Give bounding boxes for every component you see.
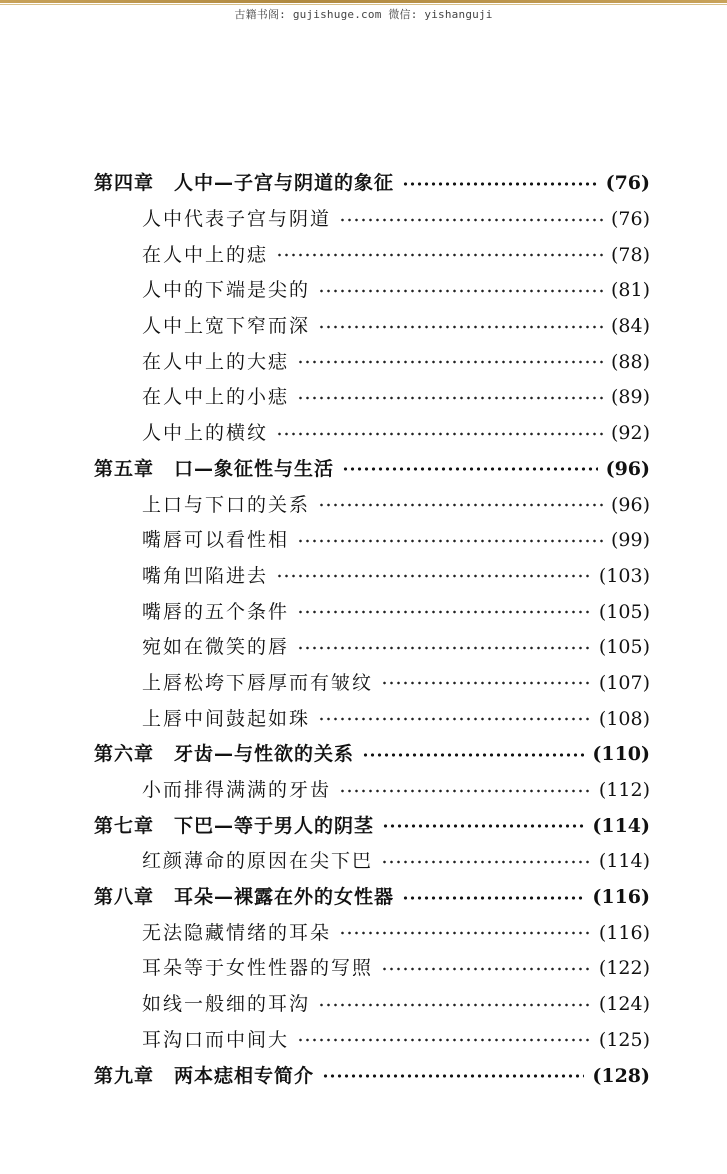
toc-entry-title: 嘴角凹陷进去 — [142, 564, 269, 587]
toc-entry-title: 耳沟口而中间大 — [142, 1028, 290, 1051]
toc-section-entry — [94, 523, 650, 559]
dot-leader — [276, 574, 591, 578]
toc-entry-page-number: (122) — [598, 957, 650, 980]
toc-entry-title: 嘴唇可以看性相 — [142, 529, 290, 552]
dot-leader — [318, 325, 603, 329]
toc-entry-page-number: (92) — [610, 422, 650, 445]
watermark: 古籍书阁: gujishuge.com 微信: yishanguji — [234, 8, 493, 21]
toc-entry-title: 上唇中间鼓起如珠 — [142, 707, 311, 730]
toc-section-entry — [94, 915, 650, 951]
toc-entry-title: 人中上宽下窄而深 — [142, 315, 311, 338]
toc-section-entry — [94, 559, 650, 595]
dot-leader — [339, 218, 603, 222]
dot-leader — [381, 967, 591, 971]
dot-leader — [318, 503, 603, 507]
toc-entry-title: 第八章 耳朵—裸露在外的女性器 — [94, 886, 395, 909]
toc-section-entry — [94, 237, 650, 273]
toc-section-entry — [94, 487, 650, 523]
toc-entry-title: 第四章 人中—子宫与阴道的象征 — [94, 172, 395, 195]
dot-leader — [297, 610, 591, 614]
toc-entry-page-number: (116) — [592, 886, 650, 909]
dot-leader — [297, 396, 603, 400]
top-border — [0, 0, 727, 3]
toc-section-entry — [94, 594, 650, 630]
toc-chapter-entry — [94, 880, 650, 916]
toc-entry-page-number: (96) — [610, 493, 650, 516]
toc-entry-page-number: (114) — [598, 850, 650, 873]
toc-section-entry — [94, 416, 650, 452]
dot-leader — [297, 1038, 591, 1042]
dot-leader — [382, 824, 584, 828]
dot-leader — [297, 539, 603, 543]
toc-entry-page-number: (105) — [598, 600, 650, 623]
toc-entry-page-number: (125) — [598, 1028, 650, 1051]
table-of-contents — [94, 166, 650, 1094]
toc-section-entry — [94, 701, 650, 737]
toc-section-entry — [94, 666, 650, 702]
toc-section-entry — [94, 951, 650, 987]
toc-entry-title: 第九章 两本痣相专简介 — [94, 1064, 315, 1087]
toc-entry-title: 如线一般细的耳沟 — [142, 993, 311, 1016]
toc-chapter-entry — [94, 1058, 650, 1094]
toc-entry-title: 无法隐藏情绪的耳朵 — [142, 921, 332, 944]
toc-section-entry — [94, 380, 650, 416]
toc-section-entry — [94, 273, 650, 309]
toc-entry-page-number: (81) — [610, 279, 650, 302]
dot-leader — [276, 432, 603, 436]
top-border-line — [0, 4, 727, 5]
dot-leader — [318, 289, 603, 293]
toc-entry-title: 人中的下端是尖的 — [142, 279, 311, 302]
toc-entry-title: 宛如在微笑的唇 — [142, 636, 290, 659]
toc-entry-page-number: (105) — [598, 636, 650, 659]
toc-section-entry — [94, 844, 650, 880]
toc-entry-page-number: (84) — [610, 315, 650, 338]
toc-entry-title: 第五章 口—象征性与生活 — [94, 457, 335, 480]
toc-entry-title: 在人中上的大痣 — [142, 350, 290, 373]
toc-entry-page-number: (112) — [598, 779, 650, 802]
toc-entry-page-number: (89) — [610, 386, 650, 409]
toc-entry-page-number: (116) — [598, 921, 650, 944]
dot-leader — [381, 860, 591, 864]
dot-leader — [318, 1003, 591, 1007]
dot-leader — [381, 681, 591, 685]
dot-leader — [297, 646, 591, 650]
toc-entry-title: 在人中上的小痣 — [142, 386, 290, 409]
toc-section-entry — [94, 1023, 650, 1059]
toc-chapter-entry — [94, 452, 650, 488]
toc-entry-page-number: (76) — [605, 172, 650, 195]
toc-entry-page-number: (107) — [598, 671, 650, 694]
toc-section-entry — [94, 202, 650, 238]
toc-section-entry — [94, 344, 650, 380]
toc-entry-title: 嘴唇的五个条件 — [142, 600, 290, 623]
toc-entry-title: 红颜薄命的原因在尖下巴 — [142, 850, 374, 873]
toc-entry-title: 上口与下口的关系 — [142, 493, 311, 516]
toc-chapter-entry — [94, 808, 650, 844]
toc-entry-page-number: (96) — [605, 457, 650, 480]
toc-entry-page-number: (78) — [610, 243, 650, 266]
dot-leader — [362, 753, 584, 757]
toc-entry-page-number: (88) — [610, 350, 650, 373]
toc-entry-title: 人中上的横纹 — [142, 422, 269, 445]
dot-leader — [297, 360, 603, 364]
dot-leader — [402, 182, 598, 186]
dot-leader — [342, 467, 598, 471]
toc-entry-title: 耳朵等于女性性器的写照 — [142, 957, 374, 980]
dot-leader — [318, 717, 591, 721]
toc-entry-page-number: (114) — [592, 814, 650, 837]
toc-chapter-entry — [94, 737, 650, 773]
toc-entry-page-number: (110) — [592, 743, 650, 766]
toc-entry-page-number: (76) — [610, 208, 650, 231]
dot-leader — [322, 1074, 584, 1078]
toc-entry-page-number: (124) — [598, 993, 650, 1016]
toc-section-entry — [94, 773, 650, 809]
toc-section-entry — [94, 630, 650, 666]
toc-entry-title: 在人中上的痣 — [142, 243, 269, 266]
toc-entry-page-number: (128) — [592, 1064, 650, 1087]
toc-entry-page-number: (99) — [610, 529, 650, 552]
toc-entry-title: 小而排得满满的牙齿 — [142, 779, 332, 802]
toc-entry-title: 第六章 牙齿—与性欲的关系 — [94, 743, 355, 766]
dot-leader — [402, 896, 584, 900]
toc-entry-page-number: (103) — [598, 564, 650, 587]
toc-entry-title: 上唇松垮下唇厚而有皱纹 — [142, 671, 374, 694]
toc-section-entry — [94, 309, 650, 345]
dot-leader — [276, 253, 603, 257]
toc-section-entry — [94, 987, 650, 1023]
toc-entry-title: 第七章 下巴—等于男人的阴茎 — [94, 814, 375, 837]
dot-leader — [339, 789, 591, 793]
toc-entry-page-number: (108) — [598, 707, 650, 730]
dot-leader — [339, 931, 591, 935]
toc-entry-title: 人中代表子宫与阴道 — [142, 208, 332, 231]
toc-chapter-entry — [94, 166, 650, 202]
